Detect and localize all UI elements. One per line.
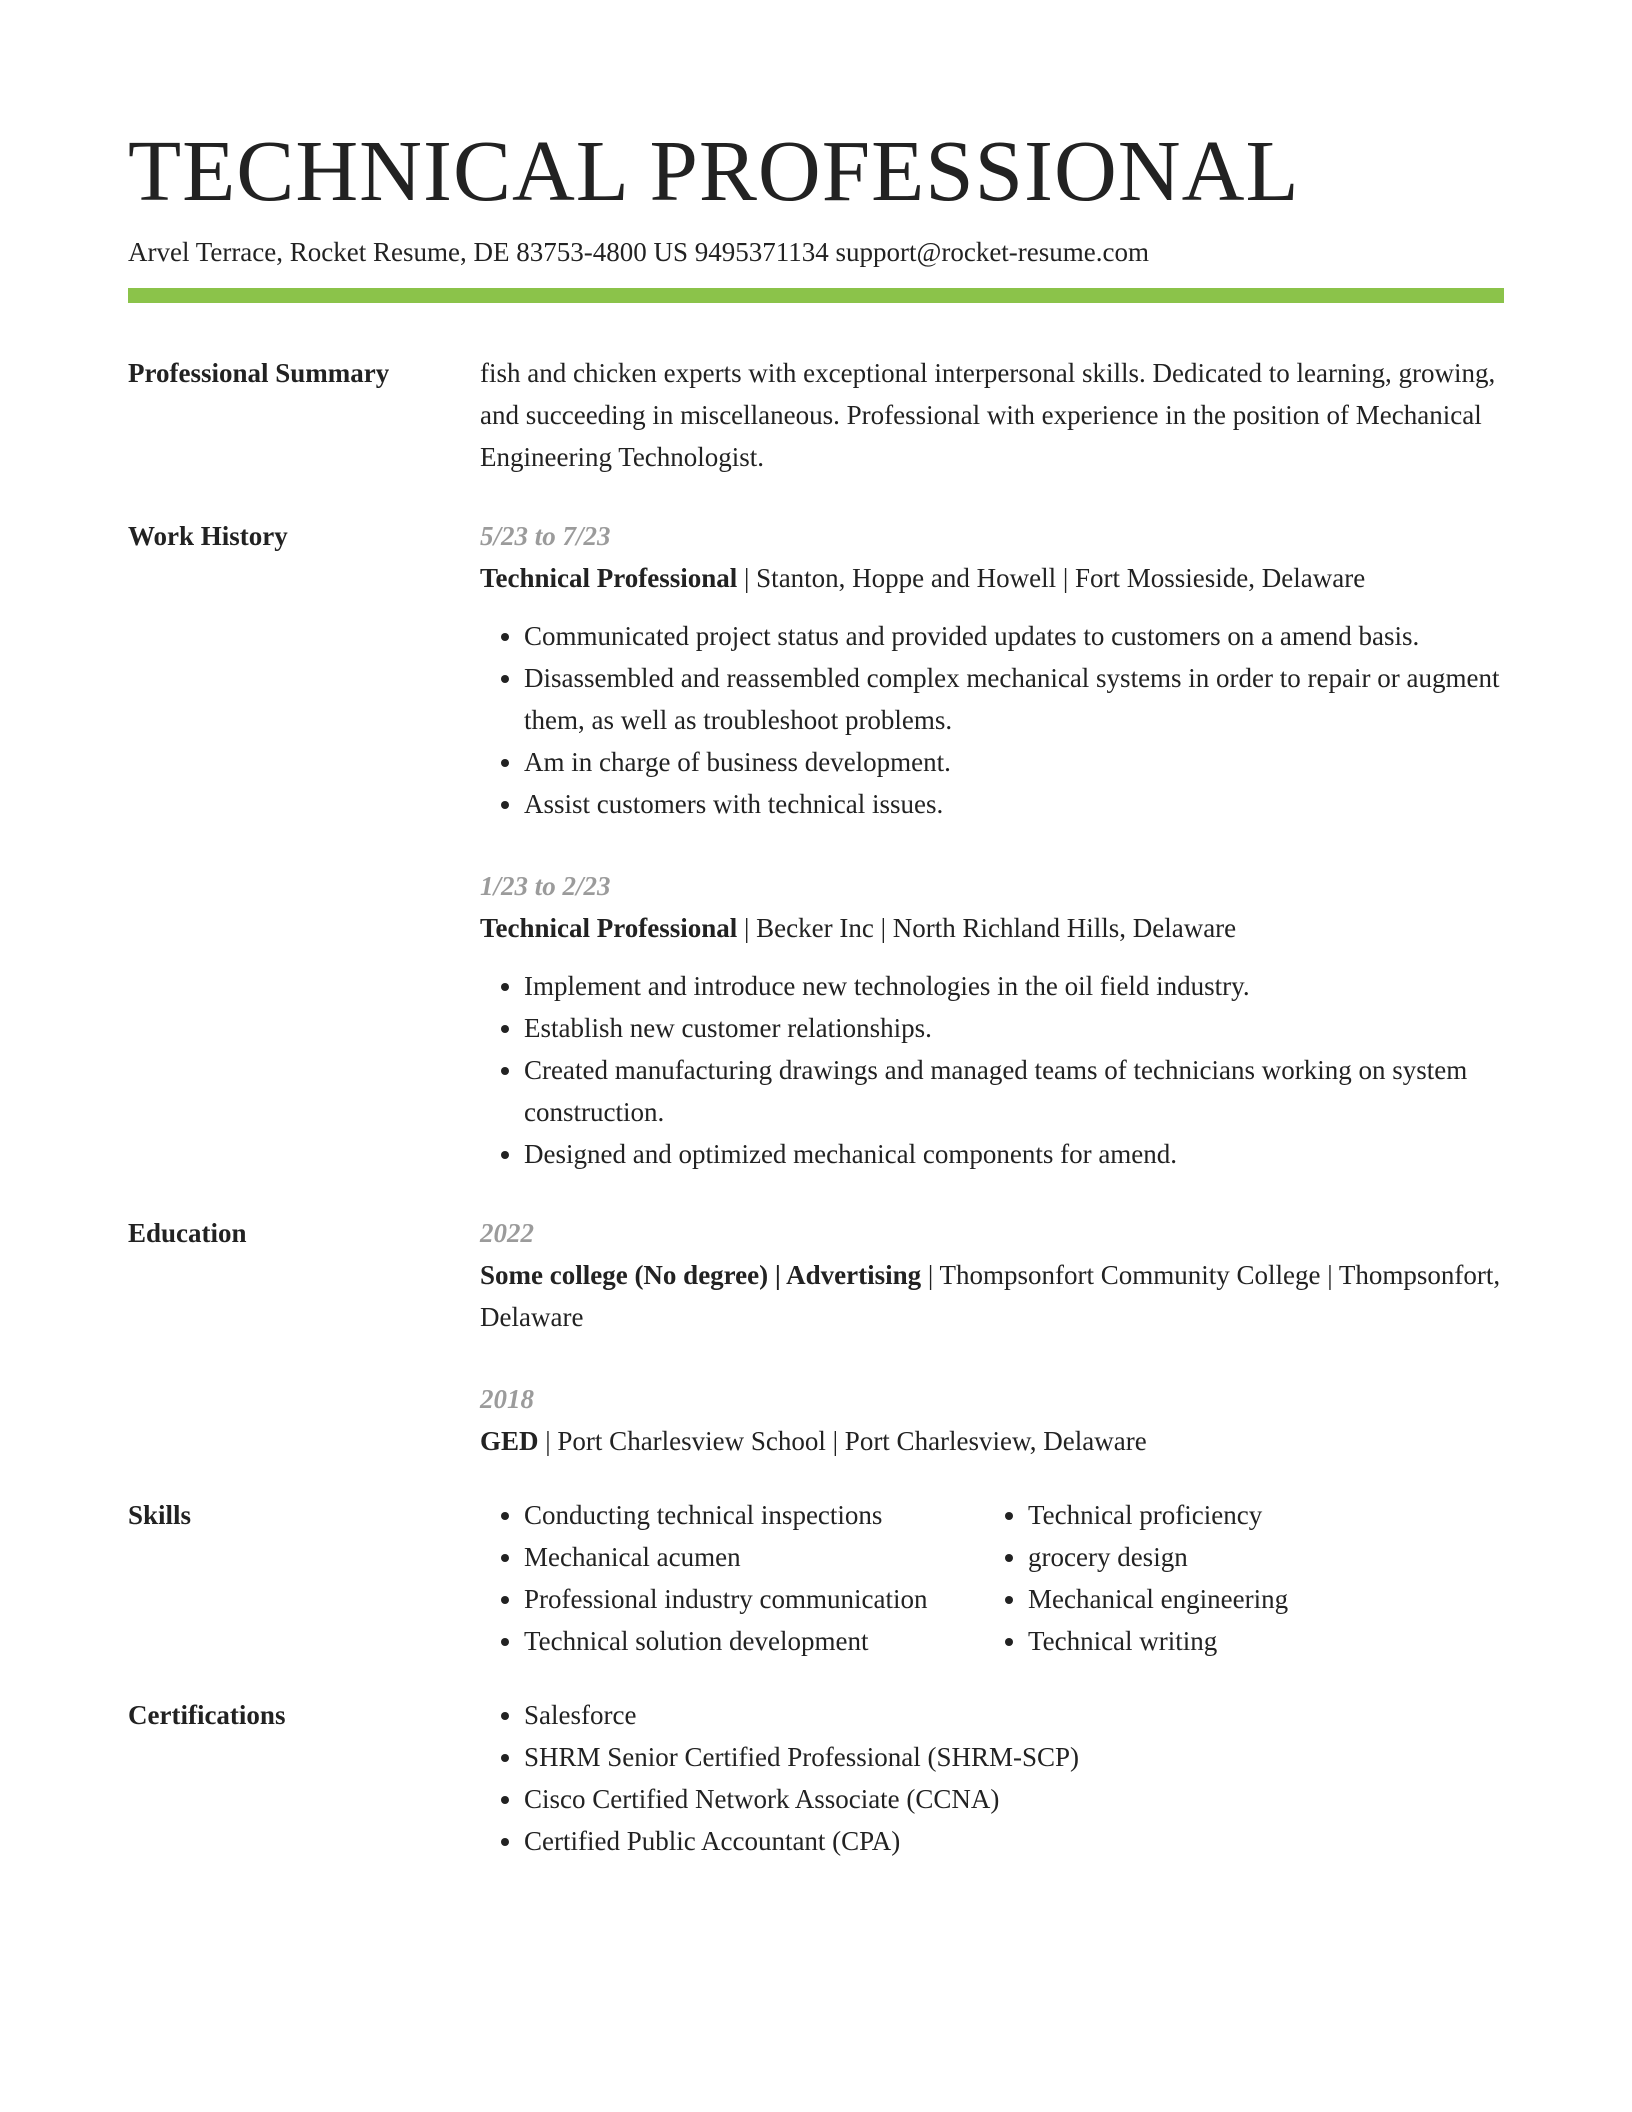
section-title-skills: Skills — [128, 1500, 192, 1530]
education-degree: GED — [480, 1426, 539, 1456]
resume-page — [128, 118, 1504, 1862]
page-title: TECHNICAL PROFESSIONAL — [128, 122, 1300, 219]
job-entry — [480, 515, 1504, 825]
job-employer-location: | Becker Inc | North Richland Hills, Delaware — [737, 913, 1237, 943]
job-dates: 5/23 to 7/23 — [480, 521, 611, 551]
accent-divider — [128, 288, 1504, 303]
list-item: • Technical proficiency — [1028, 1494, 1428, 1536]
job-bullets — [480, 615, 1504, 825]
certifications-section — [128, 1694, 1504, 1862]
education-year: 2018 — [480, 1384, 534, 1414]
education-school-location: | Thompsonfort Community College | Thompsonfort, Delaware — [480, 1260, 1501, 1332]
certifications-body — [480, 1694, 1504, 1862]
education-body — [480, 1212, 1504, 1462]
education-degree: Some college (No degree) | Advertising — [480, 1260, 922, 1290]
skills-grid — [480, 1494, 1504, 1662]
contact-line — [128, 234, 1504, 270]
work-history-body — [480, 515, 1504, 1175]
summary-section — [128, 352, 1504, 478]
education-school-location: | Port Charlesview School | Port Charlesview, Delaware — [538, 1426, 1147, 1456]
list-item: • Implement and introduce new technologies in the oil field industry. — [524, 965, 1504, 1007]
list-item: • Technical solution development — [524, 1620, 984, 1662]
list-item: • Professional industry communication — [524, 1578, 984, 1620]
education-line — [480, 1420, 1504, 1462]
job-title-line — [480, 557, 1504, 599]
skills-column-left — [480, 1494, 984, 1662]
education-year: 2022 — [480, 1218, 534, 1248]
list-item: • Designed and optimized mechanical components for amend. — [524, 1133, 1504, 1175]
job-role: Technical Professional — [480, 913, 738, 943]
job-employer-location: | Stanton, Hoppe and Howell | Fort Mossieside, Delaware — [737, 563, 1366, 593]
job-bullets — [480, 965, 1504, 1175]
skills-column-right — [984, 1494, 1428, 1662]
contact-phone: 9495371134 — [694, 237, 829, 267]
education-line — [480, 1254, 1504, 1338]
section-title-summary: Professional Summary — [128, 358, 390, 388]
list-item: • Technical writing — [1028, 1620, 1428, 1662]
summary-text: fish and chicken experts with exceptional interpersonal skills. Dedicated to learning, growing, and succeeding in miscellaneous. Professional with experience in the position of Mechanical Engineering Technologist. — [480, 358, 1496, 472]
education-entry — [480, 1378, 1504, 1462]
section-title-work-history: Work History — [128, 521, 288, 551]
list-item: • Conducting technical inspections — [524, 1494, 984, 1536]
list-item: • Disassembled and reassembled complex mechanical systems in order to repair or augment them, as well as troubleshoot problems. — [524, 657, 1504, 741]
work-history-section — [128, 515, 1504, 1175]
list-item: • Mechanical engineering — [1028, 1578, 1428, 1620]
list-item: • Communicated project status and provided updates to customers on a amend basis. — [524, 615, 1504, 657]
list-item: • Salesforce — [524, 1694, 1504, 1736]
list-item: • grocery design — [1028, 1536, 1428, 1578]
contact-email: support@rocket-resume.com — [835, 237, 1150, 267]
skills-section — [128, 1494, 1504, 1662]
list-item: • Assist customers with technical issues. — [524, 783, 1504, 825]
contact-address: Arvel Terrace, Rocket Resume, DE 83753-4800 US — [128, 237, 688, 267]
list-item: • Mechanical acumen — [524, 1536, 984, 1578]
job-title-line — [480, 907, 1504, 949]
education-section — [128, 1212, 1504, 1462]
list-item: • Certified Public Accountant (CPA) — [524, 1820, 1504, 1862]
list-item: • Cisco Certified Network Associate (CCNA) — [524, 1778, 1504, 1820]
list-item: • Created manufacturing drawings and managed teams of technicians working on system construction. — [524, 1049, 1504, 1133]
section-title-certifications: Certifications — [128, 1700, 286, 1730]
certifications-list — [480, 1694, 1504, 1862]
job-dates: 1/23 to 2/23 — [480, 871, 611, 901]
job-entry — [480, 865, 1504, 1175]
list-item: • Am in charge of business development. — [524, 741, 1504, 783]
section-title-education: Education — [128, 1218, 247, 1248]
job-role: Technical Professional — [480, 563, 738, 593]
list-item: • Establish new customer relationships. — [524, 1007, 1504, 1049]
education-entry — [480, 1212, 1504, 1338]
list-item: • SHRM Senior Certified Professional (SHRM-SCP) — [524, 1736, 1504, 1778]
